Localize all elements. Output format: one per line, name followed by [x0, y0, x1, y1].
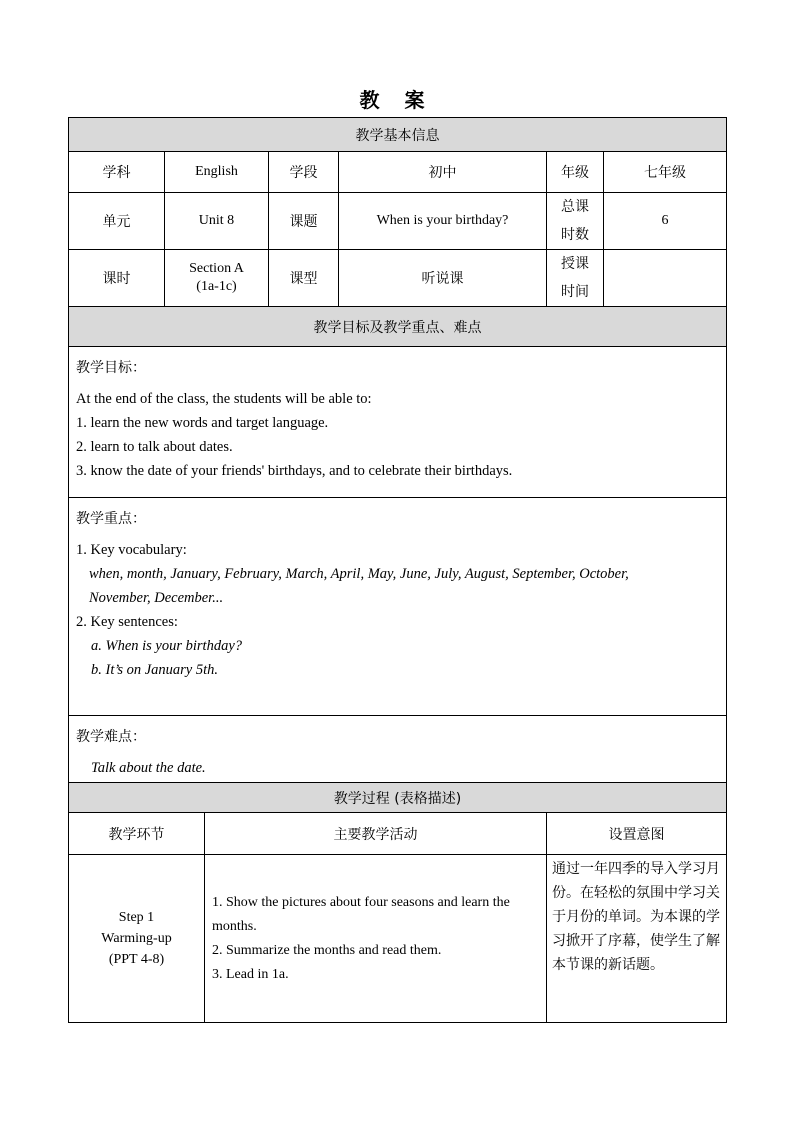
type-value: 听说课 — [339, 250, 547, 307]
process-header-activity: 主要教学活动 — [205, 813, 547, 855]
step-purpose-cell: 通过一年四季的导入学习月份。在轻松的氛围中学习关于月份的单词。为本课的学习掀开了序幕，使学生了解本节课的新话题。 — [547, 855, 727, 1023]
step-name: Step 1 — [118, 910, 155, 925]
goal-item: 2. learn to talk about dates. — [76, 439, 233, 455]
section-goals-title: 教学目标及教学重点、难点 — [69, 307, 727, 347]
period-value-line2: (1a-1c) — [196, 279, 237, 294]
difficulty-text: Talk about the date. — [91, 760, 206, 776]
total-hours-value: 6 — [604, 193, 727, 250]
goal-item: 3. know the date of your friends' birthdays, and to celebrate their birthdays. — [76, 463, 513, 479]
step-phase: Warming-up — [101, 931, 172, 946]
step-activity-cell — [205, 855, 547, 1023]
key-sentences-label: 2. Key sentences: — [76, 614, 178, 630]
key-vocab-line: November, December... — [89, 590, 224, 606]
unit-value: Unit 8 — [165, 193, 269, 250]
stage-label: 学段 — [269, 152, 339, 193]
topic-label: 课题 — [269, 193, 339, 250]
section-process-title: 教学过程 (表格描述) — [69, 783, 727, 813]
teach-time-label-line1: 授课 — [561, 256, 589, 272]
goals-heading: 教学目标： — [76, 360, 146, 376]
key-sentence: a. When is your birthday? — [91, 638, 243, 654]
key-sentence: b. It’s on January 5th. — [91, 662, 219, 678]
subject-label: 学科 — [69, 152, 165, 193]
document-title: 教 案 — [359, 90, 435, 112]
total-hours-label-line2: 时数 — [561, 227, 589, 243]
teaching-goals-box — [69, 347, 727, 498]
key-points-heading: 教学重点： — [76, 511, 146, 527]
step-name-cell — [69, 855, 205, 1023]
process-header-stage: 教学环节 — [69, 813, 205, 855]
teach-time-value — [604, 250, 727, 307]
activity-item: 1. Show the pictures about four seasons and learn the — [212, 894, 510, 910]
difficulty-heading: 教学难点： — [76, 729, 146, 745]
grade-label: 年级 — [547, 152, 604, 193]
total-hours-label-line1: 总课 — [561, 199, 589, 215]
goal-item: 1. learn the new words and target language. — [76, 415, 329, 431]
topic-value: When is your birthday? — [339, 193, 547, 250]
unit-label: 单元 — [69, 193, 165, 250]
key-vocab-label: 1. Key vocabulary: — [76, 542, 187, 558]
total-hours-label — [547, 193, 604, 250]
activity-item-cont: months. — [212, 918, 257, 934]
key-vocab-line: when, month, January, February, March, April, May, June, July, August, September, October, — [89, 566, 629, 582]
goals-intro: At the end of the class, the students will be able to: — [76, 391, 372, 407]
grade-value: 七年级 — [604, 152, 727, 193]
type-label: 课型 — [269, 250, 339, 307]
key-points-box — [69, 498, 727, 716]
period-label: 课时 — [69, 250, 165, 307]
difficulty-box — [69, 716, 727, 783]
teach-time-label — [547, 250, 604, 307]
subject-value: English — [165, 152, 269, 193]
activity-item: 3. Lead in 1a. — [212, 966, 289, 982]
lesson-plan-table — [68, 117, 727, 1023]
process-header-purpose: 设置意图 — [547, 813, 727, 855]
teach-time-label-line2: 时间 — [561, 284, 589, 300]
period-value-line1: Section A — [189, 261, 244, 276]
step-ppt: (PPT 4-8) — [108, 952, 165, 967]
period-value — [165, 250, 269, 307]
stage-value: 初中 — [339, 152, 547, 193]
section-basic-info-title: 教学基本信息 — [69, 118, 727, 152]
activity-item: 2. Summarize the months and read them. — [212, 942, 442, 958]
